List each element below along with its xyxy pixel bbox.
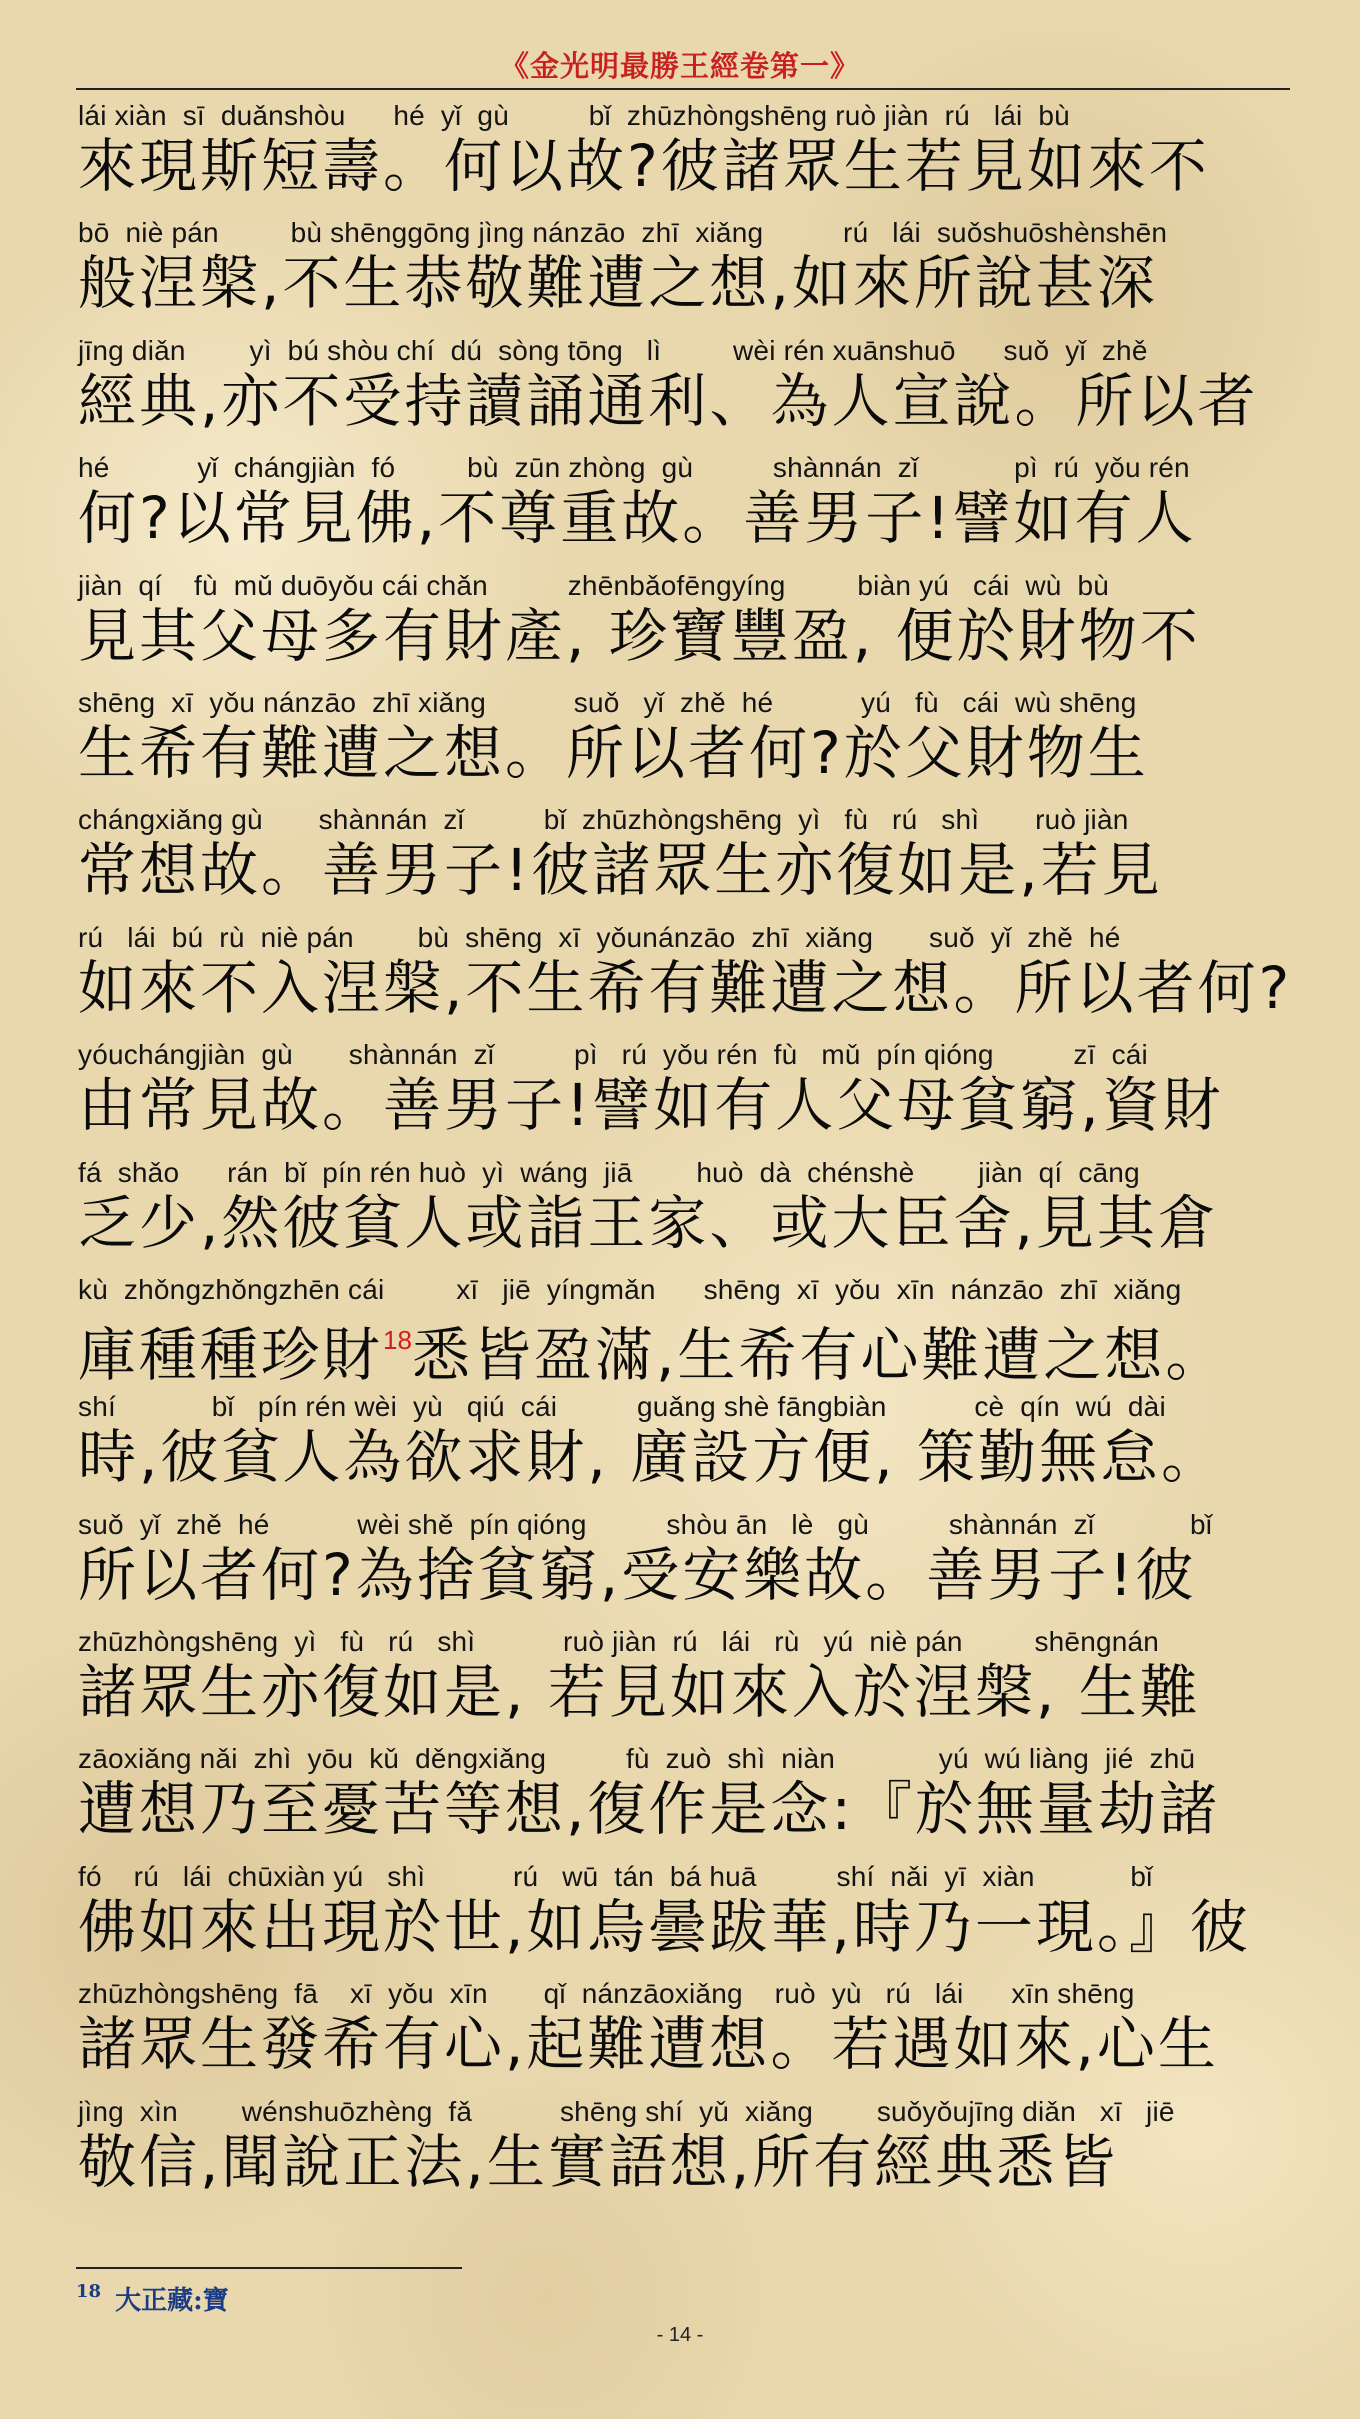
chinese-text: 諸眾生發希有心,起難遭想。若遇如來,心生 (78, 2010, 1219, 2079)
chinese-text: 諸眾生亦復如是, 若見如來入於涅槃, 生難 (78, 1658, 1201, 1727)
text-line (78, 1974, 1308, 2091)
page-number: - 14 - (656, 2324, 704, 2346)
text-line (78, 1857, 1308, 1974)
chinese-text: 生希有難遭之想。所以者何?於父財物生 (78, 718, 1149, 787)
pinyin-annotation: jīng diǎn yì bú shòu chí dú sòng tōng lì wèi rén xuānshuō suǒ yǐ zhě (78, 334, 1148, 366)
chinese-text: 佛如來出現於世,如烏曇跋華,時乃一現。』彼 (78, 1892, 1251, 1961)
pinyin-annotation: zāoxiǎng nǎi zhì yōu kǔ děngxiǎng fù zuò shì niàn yú wú liàng jié zhū (78, 1743, 1196, 1775)
chinese-text: 敬信,聞說正法,生實語想,所有經典悉皆 (78, 2127, 1119, 2196)
pinyin-annotation: yóuchángjiàn gù shànnán zǐ pì rú yǒu rén fù mǔ pín qióng zī cái (78, 1039, 1148, 1071)
chinese-text: 乏少,然彼貧人或詣王家、或大臣舍,見其倉 (78, 1188, 1219, 1257)
footnote (76, 2280, 229, 2317)
chinese-text: 經典,亦不受持讀誦通利、為人宣說。所以者 (78, 366, 1259, 435)
chinese-text: 由常見故。善男子!譬如有人父母貧窮,資財 (78, 1071, 1224, 1140)
text-line (78, 1153, 1308, 1270)
chinese-text: 來現斯短壽。何以故?彼諸眾生若見如來不 (78, 132, 1210, 200)
footnote-number: 18 (76, 2281, 102, 2302)
text-line (78, 1622, 1308, 1739)
chinese-text-segment: 庫種種珍財 (78, 1320, 384, 1389)
chinese-text: 何?以常見佛,不尊重故。善男子!譬如有人 (78, 484, 1197, 553)
chinese-text: 所以者何?為捨貧窮,受安樂故。善男子!彼 (78, 1540, 1197, 1609)
text-line (78, 683, 1308, 800)
text-line (78, 1035, 1308, 1152)
scripture-body (78, 96, 1308, 2209)
chinese-text: 見其父母多有財產, 珍寶豐盈, 便於財物不 (78, 601, 1201, 670)
pinyin-annotation: bō niè pán bù shēnggōng jìng nánzāo zhī xiǎng rú lái suǒshuōshènshēn (78, 217, 1168, 249)
pinyin-annotation: fá shǎo rán bǐ pín rén huò yì wáng jiā huò dà chénshè jiàn qí cāng (78, 1156, 1140, 1188)
chinese-text: 常想故。善男子!彼諸眾生亦復如是,若見 (78, 836, 1163, 905)
chinese-text: 遭想乃至憂苦等想,復作是念:『於無量劫諸 (78, 1775, 1220, 1844)
chinese-text-segment: 悉皆盈滿,生希有心難遭之想。 (411, 1320, 1227, 1389)
pinyin-annotation: shí bǐ pín rén wèi yù qiú cái guǎng shè fāngbiàn cè qín wú dài (78, 1391, 1166, 1423)
text-line (78, 566, 1308, 683)
pinyin-annotation: lái xiàn sī duǎnshòu hé yǐ gù bǐ zhūzhòngshēng ruò jiàn rú lái bù (78, 100, 1070, 131)
pinyin-annotation: chángxiǎng gù shànnán zǐ bǐ zhūzhòngshēng yì fù rú shì ruò jiàn (78, 804, 1129, 836)
pinyin-annotation: shēng xī yǒu nánzāo zhī xiǎng suǒ yǐ zhě hé yú fù cái wù shēng (78, 686, 1137, 718)
pinyin-annotation: hé yǐ chángjiàn fó bù zūn zhòng gù shànnán zǐ pì rú yǒu rén (78, 452, 1190, 484)
pinyin-annotation: jiàn qí fù mǔ duōyǒu cái chǎn zhēnbǎofēngyíng biàn yú cái wù bù (78, 569, 1110, 601)
text-line (78, 800, 1308, 917)
text-line (78, 1387, 1308, 1504)
pinyin-annotation: jìng xìn wénshuōzhèng fǎ shēng shí yǔ xiǎng suǒyǒujīng diǎn xī jiē (78, 2095, 1175, 2127)
text-line (78, 1505, 1308, 1622)
text-line (78, 1739, 1308, 1856)
pinyin-annotation: fó rú lái chūxiàn yú shì rú wū tán bá huā shí nǎi yī xiàn bǐ (78, 1860, 1153, 1892)
pinyin-annotation: suǒ yǐ zhě hé wèi shě pín qióng shòu ān lè gù shànnán zǐ bǐ (78, 1508, 1213, 1540)
text-line (78, 96, 1308, 213)
text-line (78, 213, 1308, 330)
text-line (78, 331, 1308, 448)
text-line (78, 918, 1308, 1035)
pinyin-annotation: kù zhǒngzhǒngzhēn cái xī jiē yíngmǎn shēng xī yǒu xīn nánzāo zhī xiǎng (78, 1273, 1182, 1305)
footnote-divider (76, 2267, 462, 2269)
chinese-text (78, 1304, 1226, 1391)
chinese-text: 時,彼貧人為欲求財, 廣設方便, 策勤無怠。 (78, 1423, 1223, 1492)
page-header-title: 《金光明最勝王經卷第一》 (499, 49, 860, 83)
footnote-reference[interactable]: 18 (383, 1324, 412, 1355)
pinyin-annotation: zhūzhòngshēng yì fù rú shì ruò jiàn rú lái rù yú niè pán shēngnán (78, 1626, 1160, 1658)
chinese-text: 如來不入涅槃,不生希有難遭之想。所以者何? (78, 953, 1293, 1022)
text-line (78, 2092, 1308, 2209)
chinese-text: 般涅槃,不生恭敬難遭之想,如來所說甚深 (78, 249, 1158, 318)
text-line (78, 448, 1308, 565)
pinyin-annotation: zhūzhòngshēng fā xī yǒu xīn qǐ nánzāoxiǎng ruò yù rú lái xīn shēng (78, 1978, 1135, 2010)
footnote-text: 大正藏:寶 (115, 2286, 229, 2316)
header-divider (76, 88, 1290, 90)
text-line (78, 1270, 1308, 1387)
pinyin-annotation: rú lái bú rù niè pán bù shēng xī yǒunánzāo zhī xiǎng suǒ yǐ zhě hé (78, 921, 1121, 953)
